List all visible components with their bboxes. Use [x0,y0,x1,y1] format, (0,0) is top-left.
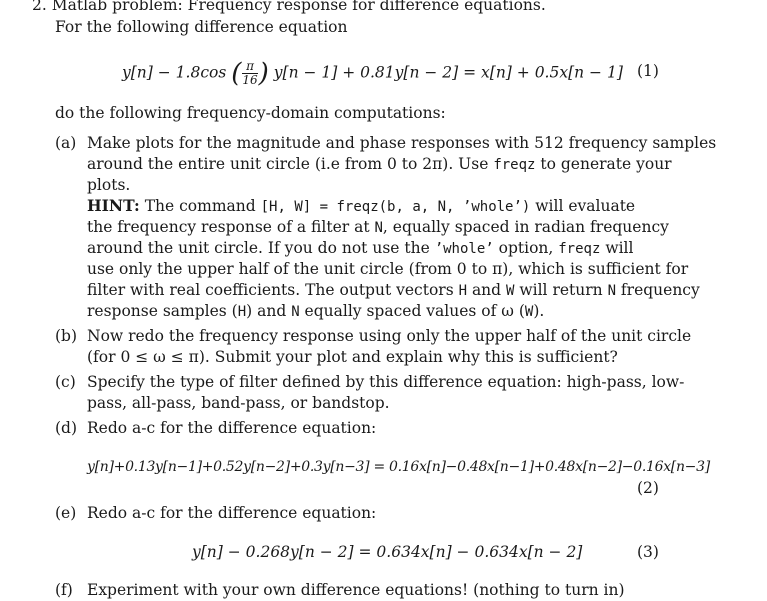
equation-2-number: (2) [637,479,659,497]
part-a-line-3: plots. [87,176,131,194]
part-e-label: (e) [55,504,77,522]
problem-title: Matlab problem: Frequency response for difference equations. [51,0,546,14]
eq1-fraction: $\frac{\pi}{16}$ [242,59,258,87]
problem-header [32,0,546,15]
part-f-label: (f) [55,581,73,599]
part-a-line-6: around the unit circle. If you do not use the ’whole’ option, freqz will [87,239,634,257]
part-f-line-1: Experiment with your own difference equations! (nothing to turn in) [87,581,625,599]
hint-label: HINT: [87,196,140,215]
part-b-label: (b) [55,327,78,345]
part-d-label: (d) [55,419,78,437]
lead-text: do the following frequency-domain computations: [55,104,446,122]
part-d-line-1: Redo a-c for the difference equation: [87,419,377,437]
equation-3-number: (3) [637,543,659,561]
part-b-line-2: (for 0 ≤ ω ≤ π). Submit your plot and explain why this is sufficient? [87,348,618,366]
part-c-label: (c) [55,373,76,391]
part-a-line-7: use only the upper half of the unit circle (from 0 to π), which is sufficient for [87,260,689,278]
part-a-label: (a) [55,134,77,152]
part-a-line-2: around the entire unit circle (i.e from 0 to 2π). Use freqz to generate your [87,155,672,173]
part-e-line-1: Redo a-c for the difference equation: [87,504,377,522]
part-a-line-1: Make plots for the magnitude and phase responses with 512 frequency samples [87,134,717,152]
part-b-line-1: Now redo the frequency response using only the upper half of the unit circle [87,327,692,345]
part-c-line-2: pass, all-pass, band-pass, or bandstop. [87,394,390,412]
intro-text: For the following difference equation [55,18,348,36]
part-a-line-9: response samples (H) and N equally spaced values of ω (W). [87,302,545,320]
part-a-hint: HINT: The command [H, W] = freqz(b, a, N, ’whole’) will evaluate [87,196,636,215]
equation-2: y[n]+0.13y[n−1]+0.52y[n−2]+0.3y[n−3] = 0.16x[n]−0.48x[n−1]+0.48x[n−2]−0.16x[n−3] [87,459,710,475]
part-a-line-5: the frequency response of a filter at N, equally spaced in radian frequency [87,218,669,236]
eq1-lhs-a: y[n] − 1.8cos [122,63,227,82]
code-freqz-call: [H, W] = freqz(b, a, N, ’whole’) [260,199,531,215]
problem-number: 2. [32,0,47,14]
equation-1: y[n] − 1.8cos ( $\frac{\pi}{16}$ ) y[n − 1] + 0.81y[n − 2] = x[n] + 0.5x[n − 1] [122,58,623,89]
part-a-line-8: filter with real coefficients. The output vectors H and W will return N frequency [87,281,700,299]
equation-1-number: (1) [637,62,659,80]
code-freqz: freqz [493,157,536,173]
part-c-line-1: Specify the type of filter defined by this difference equation: high-pass, low- [87,373,685,391]
equation-3: y[n] − 0.268y[n − 2] = 0.634x[n] − 0.634x[n − 2] [192,543,583,561]
eq1-lhs-b: y[n − 1] + 0.81y[n − 2] = x[n] + 0.5x[n − 1] [273,63,623,82]
